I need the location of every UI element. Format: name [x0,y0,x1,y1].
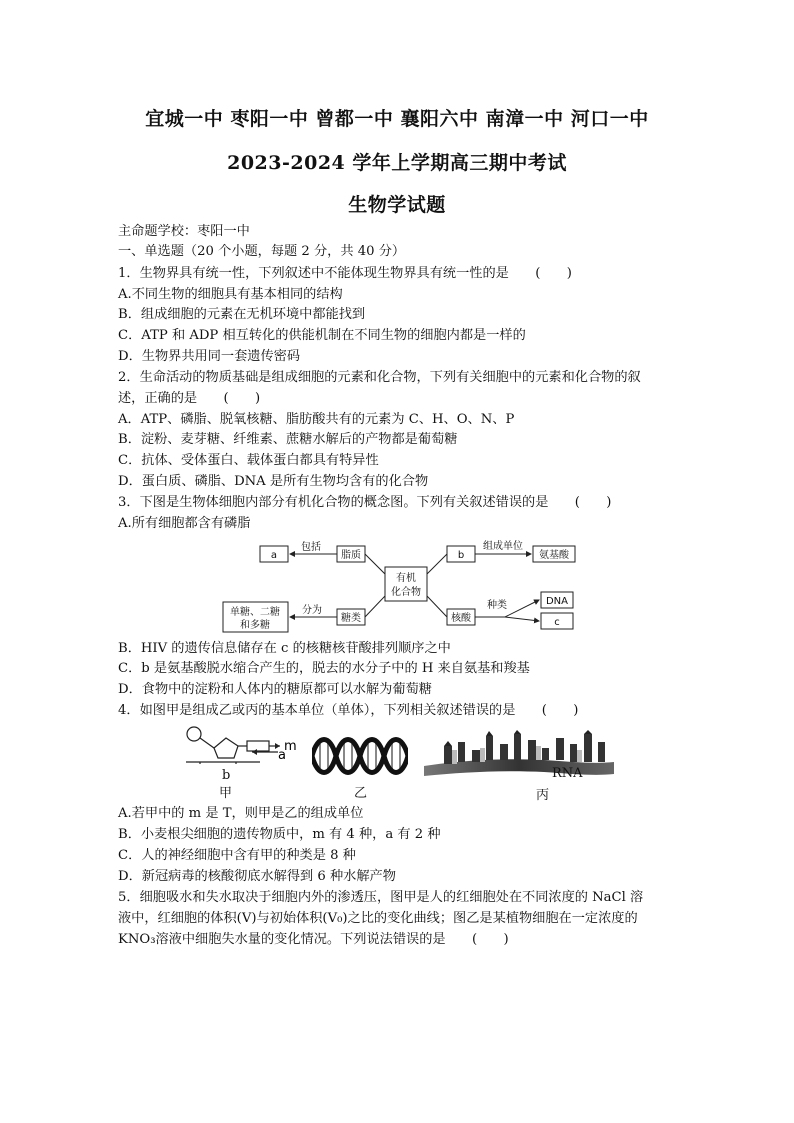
q2-stem-line2: 述，正确的是 ( ) [118,391,261,406]
q3-option-b: B．HIV 的遗传信息储存在 c 的核糖核苷酸排列顺序之中 [118,641,451,656]
dna-label: DNA [545,596,569,607]
exam-title: 2023-2024 学年上学期高三期中考试 [227,152,567,174]
sugar-types-label-1: 单糖、二糖 [230,607,280,618]
label-yi: 乙 [354,786,368,801]
q2-stem-line1: 2．生命活动的物质基础是组成细胞的元素和化合物，下列有关细胞中的元素和化合物的叙 [118,370,641,385]
label-b: b [222,768,231,783]
kind-label: 种类 [487,600,507,611]
label-a: a [278,748,286,763]
q2-option-a: A．ATP、磷脂、脱氧核糖、脂肪酸共有的元素为 C、H、O、N、P [118,412,515,427]
q3-option-a: A.所有细胞都含有磷脂 [118,516,251,531]
concept-map-diagram [215,536,585,636]
lipid-label: 脂质 [341,550,361,561]
q4-option-d: D．新冠病毒的核酸彻底水解得到 6 种水解产物 [118,869,396,884]
center-label-1: 有机 [396,573,416,584]
q1-option-c: C．ATP 和 ADP 相互转化的供能机制在不同生物的细胞内都是一样的 [118,328,526,343]
nucleic-label: 核酸 [451,613,471,624]
nucleotide-figure [180,724,305,776]
unit-label: 组成单位 [483,541,523,552]
q3-option-c: C．b 是氨基酸脱水缩合产生的，脱去的水分子中的 H 来自氨基和羧基 [118,661,530,676]
sugar-pentagon [214,738,238,758]
label-rna: RNA [552,766,583,781]
q2-option-d: D．蛋白质、磷脂、DNA 是所有生物均含有的化合物 [118,474,429,489]
q1-stem: 1．生物界具有统一性，下列叙述中不能体现生物界具有统一性的是 ( ) [118,266,572,281]
label-jia: 甲 [219,786,233,801]
b-label: b [457,550,465,561]
a-label: a [270,550,278,561]
subject-title: 生物学试题 [348,194,446,216]
include-label: 包括 [301,542,321,553]
q1-option-b: B．组成细胞的元素在无机环境中都能找到 [118,307,366,322]
sugar-types-label-2: 和多糖 [240,620,270,631]
q2-option-c: C．抗体、受体蛋白、载体蛋白都具有特异性 [118,453,379,468]
divide-label: 分为 [302,605,322,616]
q3-option-d: D．食物中的淀粉和人体内的糖原都可以水解为葡萄糖 [118,682,432,697]
c-label: c [554,617,560,628]
sugar-label: 糖类 [341,613,361,624]
q4-stem: 4．如图甲是组成乙或丙的基本单位（单体），下列相关叙述错误的是 ( ) [118,703,579,718]
q1-option-a: A.不同生物的细胞具有基本相同的结构 [118,287,343,302]
rna-strand-figure [424,730,614,776]
schools-title: 宜城一中 枣阳一中 曾都一中 襄阳六中 南漳一中 河口一中 [145,108,649,130]
q5-stem-line2: 液中，红细胞的体积(V)与初始体积(V₀)之比的变化曲线；图乙是某植物细胞在一定浓度的 [118,911,638,926]
q5-stem-line3: KNO₃溶液中细胞失水量的变化情况。下列说法错误的是 ( ) [118,932,509,947]
q4-option-c: C．人的神经细胞中含有甲的种类是 8 种 [118,848,356,863]
q3-stem: 3．下图是生物体细胞内部分有机化合物的概念图。下列有关叙述错误的是 ( ) [118,495,612,510]
label-bing: 丙 [536,788,550,803]
phosphate-circle [187,727,201,741]
amino-label: 氨基酸 [539,550,569,561]
section-heading: 一、单选题（20 个小题，每题 2 分，共 40 分） [118,244,406,259]
q2-option-b: B．淀粉、麦芽糖、纤维素、蔗糖水解后的产物都是葡萄糖 [118,432,458,447]
q5-stem-line1: 5．细胞吸水和失水取决于细胞内外的渗透压，图甲是人的红细胞处在不同浓度的 NaCl 溶 [118,890,644,905]
q4-option-a: A.若甲中的 m 是 T，则甲是乙的组成单位 [118,806,364,821]
center-label-2: 化合物 [391,587,421,598]
q4-option-b: B．小麦根尖细胞的遗传物质中，m 有 4 种，a 有 2 种 [118,827,441,842]
dna-helix-figure [312,734,408,778]
host-school: 主命题学校：枣阳一中 [118,224,250,239]
q1-option-d: D．生物界共用同一套遗传密码 [118,349,301,364]
base-rect [247,741,269,751]
label-m: m [284,739,297,754]
